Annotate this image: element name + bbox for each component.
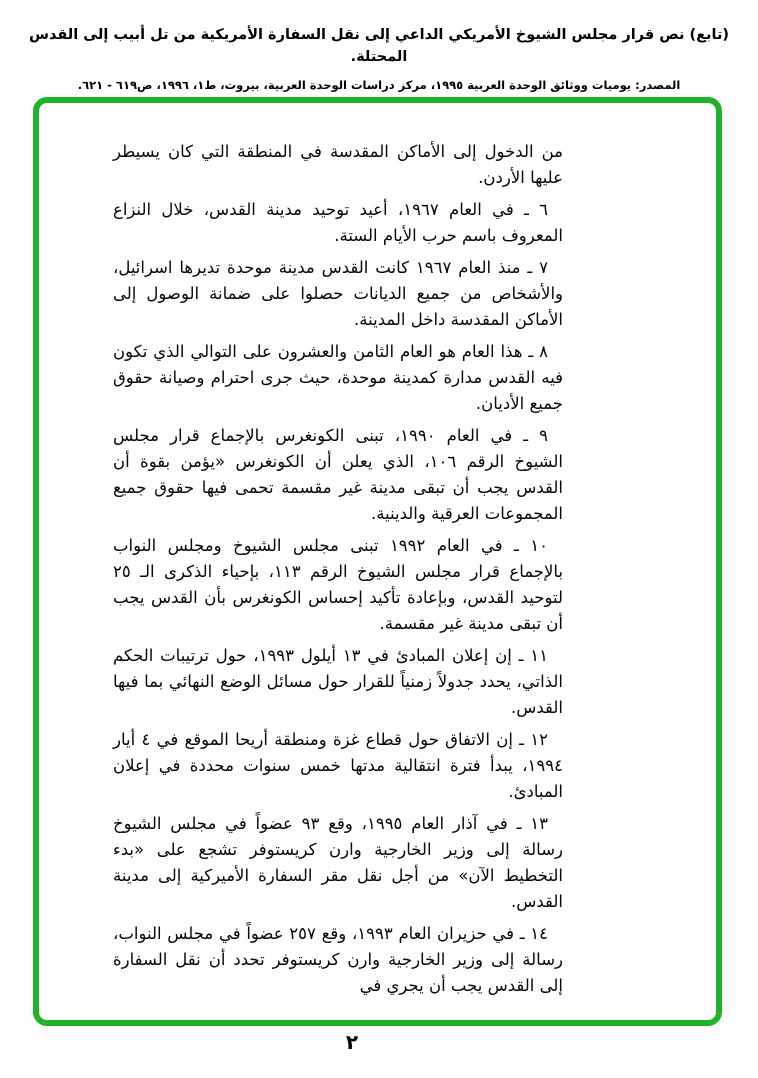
body-paragraph: من الدخول إلى الأماكن المقدسة في المنطقة التي كان يسيطر عليها الأردن. (113, 142, 563, 187)
body-paragraph: ١٠ ـ في العام ١٩٩٢ تبنى مجلس الشيوخ ومجلس النواب بالإجماع قرار مجلس الشيوخ الرقم ١١٣، بإحياء الذكرى الـ ٢٥ لتوحيد القدس، وبإعادة تأكيد إحساس الكونغرس بأن القدس يجب أن تبقى مدينة غير مقسمة. (113, 536, 563, 633)
body-paragraph: ١١ ـ إن إعلان المبادئ في ١٣ أيلول ١٩٩٣، حول ترتيبات الحكم الذاتي، يحدد جدولاً زمنياً للقرار حول مسائل الوضع النهائي بما فيها القدس. (113, 646, 563, 717)
highlight-box (33, 97, 722, 1026)
page-number: ٢ (345, 1030, 359, 1054)
body-paragraph: ٧ ـ منذ العام ١٩٦٧ كانت القدس مدينة موحدة تديرها اسرائيل، والأشخاص من جميع الديانات حصلوا على ضمانة الوصول إلى الأماكن المقدسة داخل المدينة. (113, 258, 563, 329)
document-body (113, 139, 563, 1005)
body-paragraph: ١٤ ـ في حزيران العام ١٩٩٣، وقع ٢٥٧ عضواً في مجلس النواب، رسالة إلى وزير الخارجية وارن كريستوفر تحدد أن نقل السفارة إلى القدس يجب أن يجري في (113, 924, 563, 995)
body-paragraph: ١٣ ـ في آذار العام ١٩٩٥، وقع ٩٣ عضواً في مجلس الشيوخ رسالة إلى وزير الخارجية وارن كريستوفر تشجع على «بدء التخطيط الآن» من أجل نقل مقر السفارة الأميركية إلى مدينة القدس. (113, 814, 563, 911)
header-source-citation: المصدر: يوميات ووثائق الوحدة العربية ١٩٩٥، مركز دراسات الوحدة العربية، بيروت، ط١، ١٩٩٦، ص٦١٩ - ٦٢١. (77, 78, 681, 92)
document-header (0, 24, 758, 93)
header-title: (تابع) نص قرار مجلس الشيوخ الأمريكي الداعي إلى نقل السفارة الأمريكية من تل أبيب إلى القدس المحتلة. (28, 27, 730, 65)
body-paragraph: ١٢ ـ إن الاتفاق حول قطاع غزة ومنطقة أريحا الموقع في ٤ أيار ١٩٩٤، يبدأ فترة انتقالية مدتها خمس سنوات محددة في إعلان المبادئ. (113, 730, 563, 801)
body-paragraph: ٩ ـ في العام ١٩٩٠، تبنى الكونغرس بالإجماع قرار مجلس الشيوخ الرقم ١٠٦، الذي يعلن أن الكونغرس «يؤمن بقوة أن القدس يجب أن تبقى مدينة غير مقسمة تحمى فيها حقوق جميع المجموعات العرقية والدينية. (113, 426, 564, 523)
body-paragraph: ٦ ـ في العام ١٩٦٧، أعيد توحيد مدينة القدس، خلال النزاع المعروف باسم حرب الأيام الستة. (113, 200, 563, 245)
body-paragraph: ٨ ـ هذا العام هو العام الثامن والعشرون على التوالي الذي تكون فيه القدس مدارة كمدينة موحدة، حيث جرى احترام وصيانة حقوق جميع الأديان. (113, 342, 563, 413)
